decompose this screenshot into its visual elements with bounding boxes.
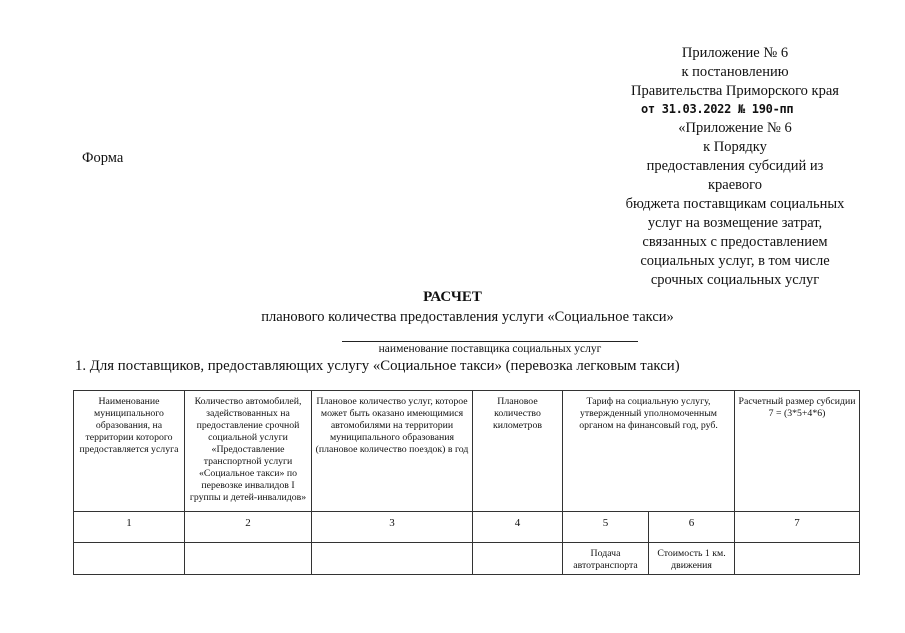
- appendix-government: Правительства Приморского края: [631, 83, 839, 99]
- form-label: Форма: [82, 150, 124, 166]
- date-stamp: от 31.03.2022 № 190-пп: [641, 102, 794, 116]
- header-vehicle-count: Количество автомобилей, задействованных на предоставление срочной социальной услуги «Предоставление транспортной услуги «Социальное такси» по перевозке инвалидов I группы и детей-инвалидов»: [185, 391, 312, 512]
- inner-appendix: «Приложение № 6: [678, 120, 792, 136]
- empty-cell: [312, 543, 473, 575]
- empty-cell: [185, 543, 312, 575]
- appendix-header: [600, 44, 870, 290]
- column-number: 5: [563, 512, 649, 543]
- tariff-per-km: Стоимость 1 км. движения: [649, 543, 735, 575]
- purpose-line-3: бюджета поставщикам социальных: [625, 196, 845, 212]
- to-order: к Порядку: [703, 139, 767, 155]
- column-number: 1: [74, 512, 185, 543]
- column-number: 6: [649, 512, 735, 543]
- tariff-subheader-row: [74, 543, 860, 575]
- column-number: 2: [185, 512, 312, 543]
- calculation-table: [73, 390, 860, 575]
- empty-cell: [735, 543, 860, 575]
- header-tariff: Тариф на социальную услугу, утвержденный уполномоченным органом на финансовый год, руб.: [563, 391, 735, 512]
- column-number: 4: [473, 512, 563, 543]
- appendix-title: Приложение № 6: [681, 45, 789, 61]
- column-number: 7: [735, 512, 860, 543]
- header-row: [74, 391, 860, 512]
- tariff-vehicle-dispatch: Подача автотранспорта: [563, 543, 649, 575]
- purpose-line-2: краевого: [708, 177, 762, 193]
- purpose-line-1: предоставления субсидий из: [646, 158, 824, 174]
- header-planned-km: Плановое количество километров: [473, 391, 563, 512]
- supplier-name-line: [342, 341, 638, 342]
- appendix-resolution: к постановлению: [681, 64, 789, 80]
- purpose-line-5: связанных с предоставлением: [642, 234, 828, 250]
- purpose-line-4: услуг на возмещение затрат,: [647, 215, 823, 231]
- header-planned-services: Плановое количество услуг, которое может быть оказано имеющимися автомобилями на территории муниципального образования (плановое количество поездок) в год: [312, 391, 473, 512]
- column-number: 3: [312, 512, 473, 543]
- document-title: РАСЧЕТ: [423, 289, 482, 305]
- section-heading: 1. Для поставщиков, предоставляющих услугу «Социальное такси» (перевозка легковым такси): [75, 358, 680, 374]
- empty-cell: [74, 543, 185, 575]
- purpose-line-7: срочных социальных услуг: [650, 272, 820, 288]
- supplier-caption: наименование поставщика социальных услуг: [378, 343, 602, 355]
- purpose-line-6: социальных услуг, в том числе: [640, 253, 830, 269]
- header-subsidy: Расчетный размер субсидии 7 = (3*5+4*6): [735, 391, 860, 512]
- header-municipality: Наименование муниципального образования, на территории которого предоставляется услуга: [74, 391, 185, 512]
- document-subtitle: планового количества предоставления услуги «Социальное такси»: [261, 309, 674, 325]
- empty-cell: [473, 543, 563, 575]
- column-number-row: [74, 512, 860, 543]
